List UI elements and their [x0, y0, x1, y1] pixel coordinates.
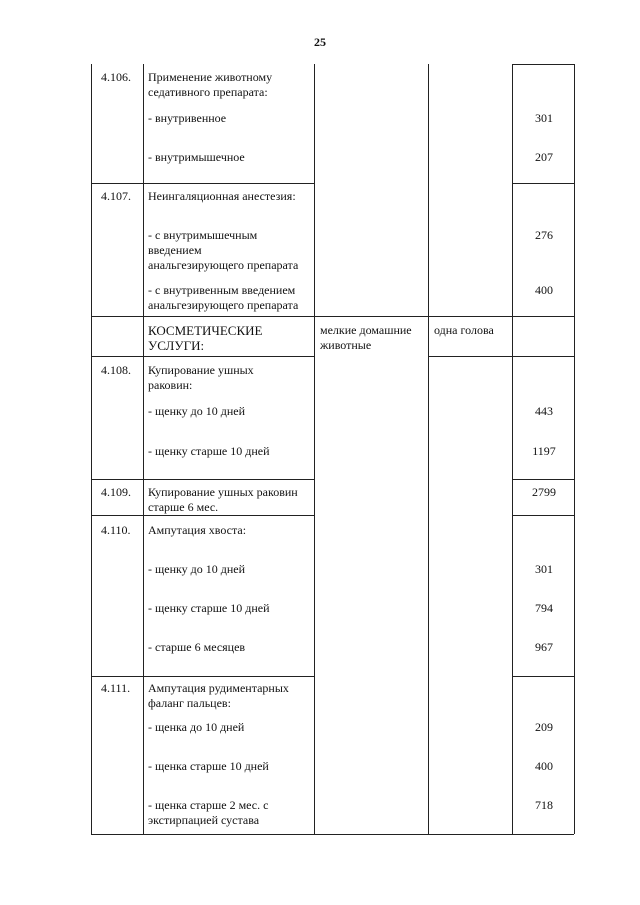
- price-value: 400: [535, 283, 553, 297]
- row-divider: [512, 676, 574, 677]
- page-number: 25: [314, 35, 326, 49]
- service-item: анальгезирующего препарата: [148, 258, 299, 272]
- service-item: - щенку старше 10 дней: [148, 444, 270, 458]
- service-item: - с внутримышечным: [148, 228, 258, 242]
- service-item: - внутримышечное: [148, 150, 245, 164]
- service-item: - щенка старше 2 мес. с: [148, 798, 269, 812]
- section-title: УСЛУГИ:: [148, 338, 205, 353]
- table-divider-num: [143, 64, 144, 834]
- price-value: 443: [535, 404, 553, 418]
- service-item: - щенку до 10 дней: [148, 404, 246, 418]
- service-item: - щенку до 10 дней: [148, 562, 246, 576]
- service-title: старше 6 мес.: [148, 500, 219, 514]
- table-divider-animals: [428, 64, 429, 834]
- row-number: 4.111.: [101, 681, 131, 695]
- section-title: КОСМЕТИЧЕСКИЕ: [148, 323, 263, 338]
- row-divider: [512, 515, 574, 516]
- table-border-top: [512, 64, 574, 65]
- row-divider: [91, 316, 574, 317]
- service-title: фаланг пальцев:: [148, 696, 231, 710]
- service-item: анальгезирующего препарата: [148, 298, 299, 312]
- service-title: раковин:: [148, 378, 193, 392]
- table-border-left: [91, 64, 92, 834]
- row-number: 4.110.: [101, 523, 131, 537]
- row-divider: [91, 676, 314, 677]
- row-divider: [91, 515, 314, 516]
- row-divider: [91, 183, 314, 184]
- row-divider: [91, 356, 314, 357]
- row-divider: [91, 479, 314, 480]
- price-value: 301: [535, 562, 553, 576]
- row-divider: [428, 356, 574, 357]
- price-value: 207: [535, 150, 553, 164]
- table-border-bottom: [91, 834, 574, 835]
- service-title: Купирование ушных: [148, 363, 254, 377]
- table-border-right: [574, 64, 575, 834]
- price-value: 967: [535, 640, 553, 654]
- row-number: 4.107.: [101, 189, 131, 203]
- price-value: 718: [535, 798, 553, 812]
- service-item: - внутривенное: [148, 111, 227, 125]
- row-divider: [512, 479, 574, 480]
- service-title: Купирование ушных раковин: [148, 485, 298, 499]
- service-item: - с внутривенным введением: [148, 283, 296, 297]
- price-value: 2799: [532, 485, 556, 499]
- service-title: Применение животному: [148, 70, 273, 84]
- row-number: 4.108.: [101, 363, 131, 377]
- service-item: экстирпацией сустава: [148, 813, 260, 827]
- service-item: - щенка до 10 дней: [148, 720, 245, 734]
- service-item: - старше 6 месяцев: [148, 640, 246, 654]
- row-number: 4.106.: [101, 70, 131, 84]
- service-item: - щенка старше 10 дней: [148, 759, 269, 773]
- table-divider-unit: [512, 64, 513, 834]
- price-value: 276: [535, 228, 553, 242]
- service-title: Неингаляционная анестезия:: [148, 189, 296, 203]
- price-value: 400: [535, 759, 553, 773]
- animal-type: животные: [320, 338, 372, 352]
- price-value: 1197: [532, 444, 556, 458]
- service-item: - щенку старше 10 дней: [148, 601, 270, 615]
- animal-type: мелкие домашние: [320, 323, 412, 337]
- row-divider: [512, 183, 574, 184]
- service-title: Ампутация рудиментарных: [148, 681, 289, 695]
- price-value: 794: [535, 601, 553, 615]
- unit-of-measure: одна голова: [434, 323, 494, 337]
- price-value: 301: [535, 111, 553, 125]
- service-item: введением: [148, 243, 202, 257]
- service-title: Ампутация хвоста:: [148, 523, 247, 537]
- service-title: седативного препарата:: [148, 85, 268, 99]
- price-value: 209: [535, 720, 553, 734]
- row-number: 4.109.: [101, 485, 131, 499]
- table-divider-desc: [314, 64, 315, 834]
